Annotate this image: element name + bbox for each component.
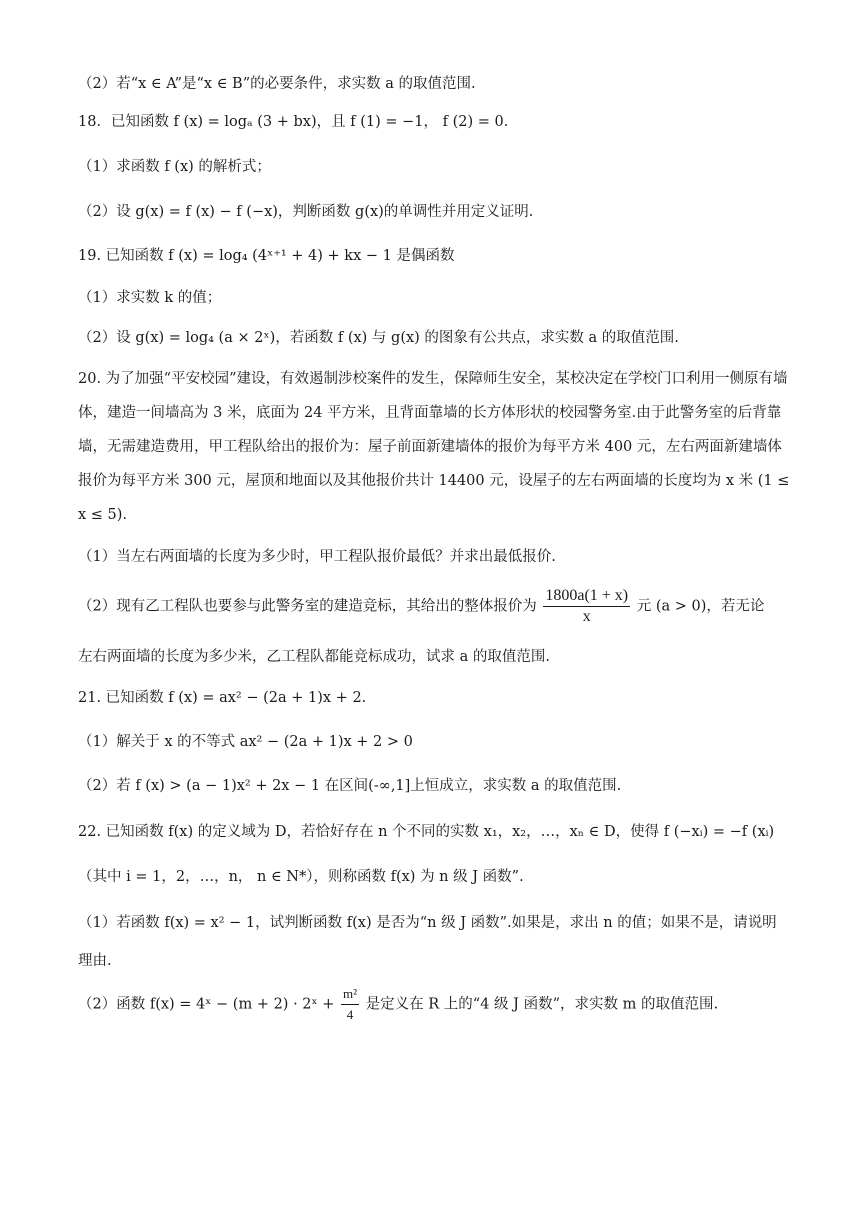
q17-part2: （2）若“x ∈ A”是“x ∈ B”的必要条件，求实数 a 的取值范围. <box>78 76 476 92</box>
q20-part2-cont: 左右两面墙的长度为多少米，乙工程队都能竞标成功，试求 a 的取值范围. <box>78 649 550 665</box>
q18-part1: （1）求函数 f (x) 的解析式； <box>78 159 271 175</box>
q18-stem: 18．已知函数 f (x) = logₐ (3 + bx)，且 f (1) = −1， f (2) = 0. <box>78 114 509 130</box>
fraction-denominator: 4 <box>346 1007 354 1022</box>
q20-stem: 20. 为了加强“平安校园”建设，有效遏制涉校案件的发生，保障师生安全，某校决定在学校门口利用一侧原有墙体，建造一间墙高为 3 米，底面为 24 平方米，且背面靠墙的长方体形状的校园警务室.由于此警务室的后背靠墙，无需建造费用，甲工程队给出的报价为：屋子前面新建墙体的报价为每平方米 400 元，左右两面新建墙体报价为每平方米 300 元，屋顶和地面以及其他报价共计 14400 元，设屋子的左右两面墙的长度均为 x 米 (1 ≤ x ≤ 5). <box>78 371 790 523</box>
fraction-denominator: x <box>582 608 591 625</box>
q21-part1: （1）解关于 x 的不等式 ax² − (2a + 1)x + 2 > 0 <box>78 734 413 750</box>
q22-part1-cont: 理由. <box>78 953 112 969</box>
q21-part2: （2）若 f (x) > (a − 1)x² + 2x − 1 在区间(-∞,1]上恒成立，求实数 a 的取值范围. <box>78 778 622 794</box>
q22-stem-cont: （其中 i = 1，2，…，n， n ∈ N*），则称函数 f(x) 为 n 级 J 函数”. <box>78 869 524 885</box>
q19-part2: （2）设 g(x) = log₄ (a × 2ˣ)，若函数 f (x) 与 g(x) 的图象有公共点，求实数 a 的取值范围. <box>78 330 679 346</box>
q19-stem: 19. 已知函数 f (x) = log₄ (4ˣ⁺¹ + 4) + kx − 1 是偶函数 <box>78 248 455 264</box>
q22-fraction <box>341 984 359 1025</box>
q18-part2: （2）设 g(x) = f (x) − f (−x)，判断函数 g(x)的单调性并用定义证明. <box>78 204 534 220</box>
fraction-numerator: 1800a(1 + x) <box>543 586 630 607</box>
q20-part1: （1）当左右两面墙的长度为多少时，甲工程队报价最低？并求出最低报价. <box>78 549 556 565</box>
fraction-numerator: m² <box>341 984 359 1005</box>
q20-part2 <box>78 586 790 627</box>
q20-part2-text-a: （2）现有乙工程队也要参与此警务室的建造竞标，其给出的整体报价为 <box>78 598 537 615</box>
q22-part2 <box>78 984 790 1025</box>
q22-part2-text-a: （2）函数 f(x) = 4ˣ − (m + 2) · 2ˣ + <box>78 996 335 1013</box>
q21-stem: 21. 已知函数 f (x) = ax² − (2a + 1)x + 2. <box>78 690 367 706</box>
q20-part2-text-b: 元 (a > 0)，若无论 <box>636 598 765 615</box>
q22-stem: 22. 已知函数 f(x) 的定义域为 D，若恰好存在 n 个不同的实数 x₁，x₂，…，xₙ ∈ D，使得 f (−xᵢ) = −f (xᵢ) <box>78 824 775 840</box>
q20-price-fraction <box>543 586 630 627</box>
q19-part1: （1）求实数 k 的值； <box>78 290 222 306</box>
q22-part1: （1）若函数 f(x) = x² − 1，试判断函数 f(x) 是否为“n 级 J 函数”.如果是，求出 n 的值；如果不是，请说明 <box>78 915 777 931</box>
q22-part2-text-b: 是定义在 R 上的“4 级 J 函数”，求实数 m 的取值范围. <box>365 996 719 1013</box>
